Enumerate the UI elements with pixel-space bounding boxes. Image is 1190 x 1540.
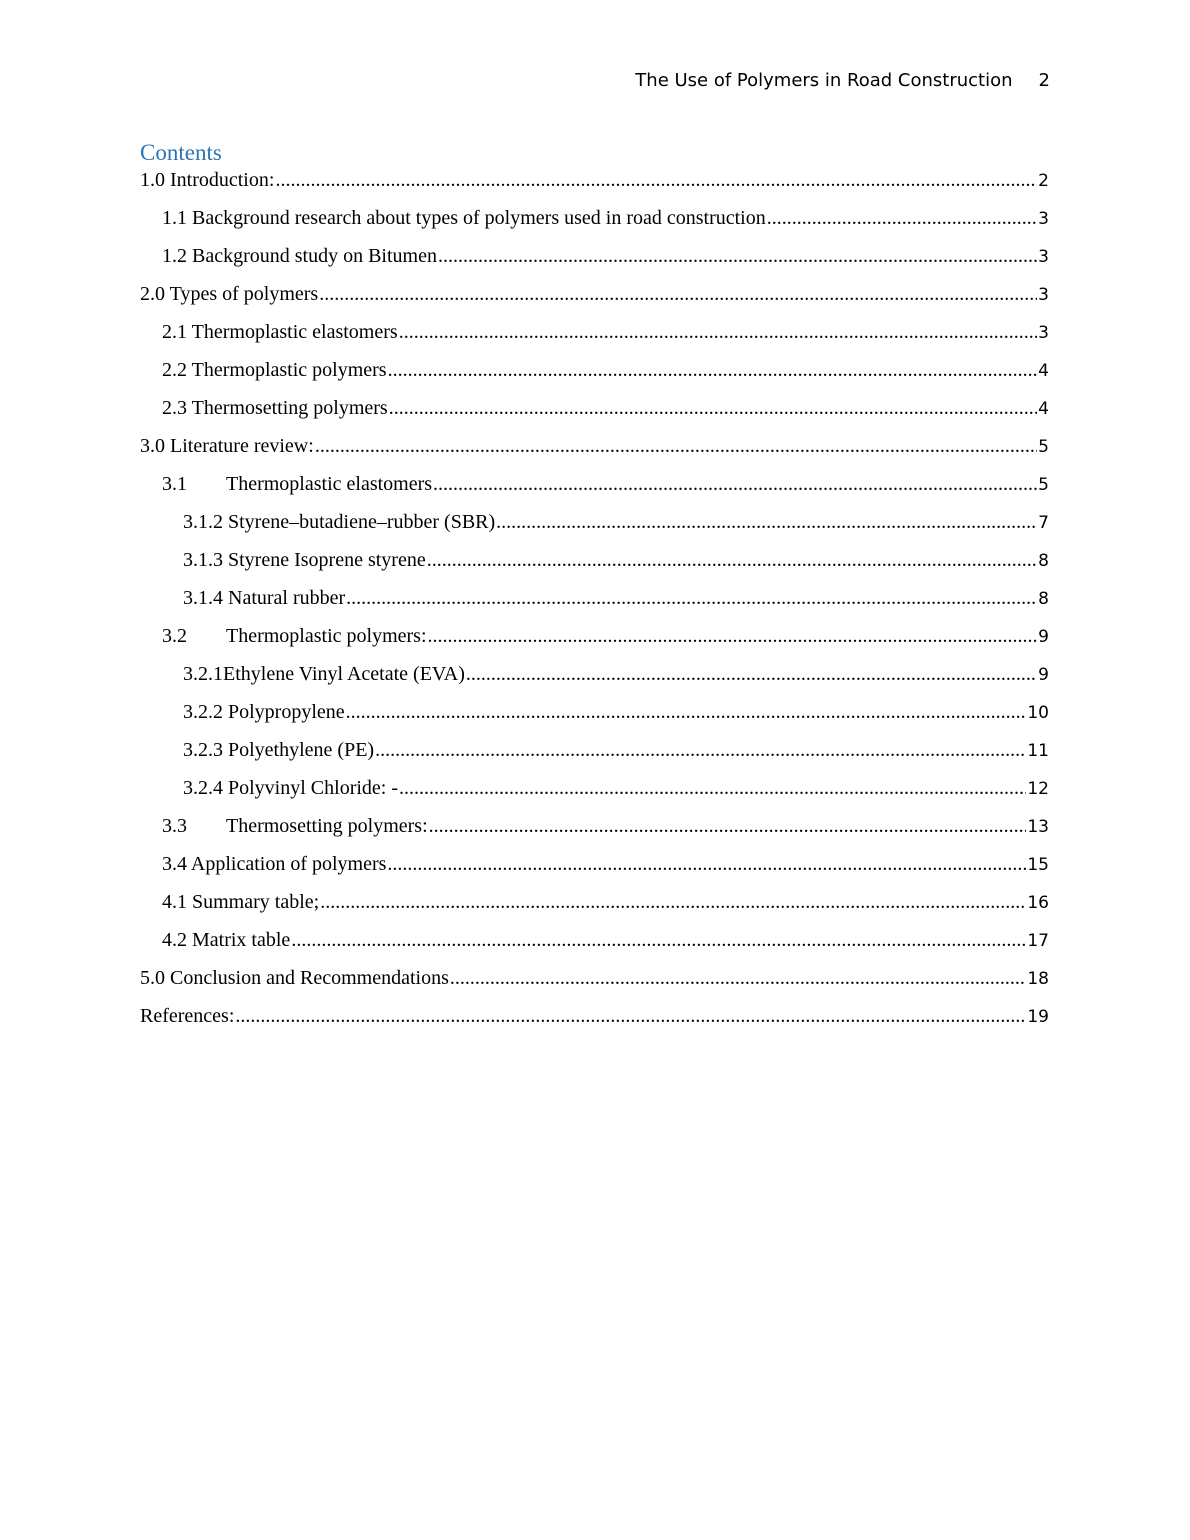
header-page-number: 2 [1038, 70, 1050, 91]
toc-entry[interactable] [140, 207, 1049, 245]
toc-entry-text [162, 853, 386, 876]
toc-entry-text [162, 625, 427, 648]
toc-entry-page: 5 [1038, 437, 1049, 457]
toc-entry-page: 2 [1038, 171, 1049, 191]
toc-entry-text [183, 701, 345, 724]
toc-entry-text [183, 663, 465, 686]
toc-entry-text [183, 511, 495, 534]
toc-entry-label: 3.2.4 Polyvinyl Chloride: - [183, 777, 398, 799]
toc-entry[interactable] [140, 739, 1049, 777]
toc-dot-leader [346, 701, 1027, 724]
toc-entry-page: 7 [1038, 513, 1049, 533]
toc-entry[interactable] [140, 663, 1049, 701]
toc-dot-leader [315, 435, 1037, 458]
toc-entry-page: 18 [1027, 969, 1049, 989]
toc-dot-leader [235, 1005, 1026, 1028]
toc-entry-label: 1.1 Background research about types of polymers used in road construction [162, 207, 766, 229]
toc-entry-number: 3.3 [162, 815, 187, 837]
toc-dot-leader [767, 207, 1037, 230]
toc-entry[interactable] [140, 549, 1049, 587]
toc-dot-leader [433, 473, 1037, 496]
toc-entry-text [183, 777, 398, 800]
toc-dot-leader [387, 853, 1026, 876]
toc-entry-page: 4 [1038, 361, 1049, 381]
toc-entry[interactable] [140, 1005, 1049, 1043]
toc-entry-label: 2.1 Thermoplastic elastomers [162, 321, 398, 343]
toc-dot-leader [466, 663, 1037, 686]
toc-entry-label: 3.1.4 Natural rubber [183, 587, 346, 609]
toc-entry-page: 10 [1027, 703, 1049, 723]
page-header [635, 70, 1050, 91]
toc-entry-text [162, 245, 437, 268]
toc-dot-leader [429, 815, 1027, 838]
toc-entry[interactable] [140, 891, 1049, 929]
toc-entry-label: 2.3 Thermosetting polymers [162, 397, 388, 419]
toc-entry-label: 3.2.2 Polypropylene [183, 701, 345, 723]
toc-dot-leader [320, 891, 1026, 914]
toc-dot-leader [399, 321, 1037, 344]
toc-entry-text [162, 359, 387, 382]
contents-heading: Contents [140, 140, 222, 165]
toc-entry-label: 2.0 Types of polymers [140, 283, 319, 305]
toc-entry-label: 3.4 Application of polymers [162, 853, 387, 875]
toc-entry-page: 5 [1038, 475, 1049, 495]
toc-entry-page: 9 [1038, 627, 1049, 647]
toc-entry[interactable] [140, 473, 1049, 511]
toc-entry-label: 3.1.2 Styrene–butadiene–rubber (SBR) [183, 511, 496, 533]
toc-entry-text [183, 739, 374, 762]
toc-entry-text [183, 549, 426, 572]
toc-entry-text [162, 891, 319, 914]
toc-entry[interactable] [140, 245, 1049, 283]
toc-entry-page: 13 [1027, 817, 1049, 837]
header-title: The Use of Polymers in Road Construction [635, 70, 1013, 91]
toc-entry[interactable] [140, 321, 1049, 359]
toc-entry-page: 3 [1038, 285, 1049, 305]
toc-entry-text [140, 169, 274, 192]
toc-dot-leader [389, 397, 1037, 420]
toc-entry[interactable] [140, 815, 1049, 853]
toc-entry-text [162, 397, 388, 420]
toc-entry-page: 9 [1038, 665, 1049, 685]
toc-dot-leader [275, 169, 1037, 192]
toc-entry-page: 12 [1027, 779, 1049, 799]
toc-entry-label: 3.1.3 Styrene Isoprene styrene [183, 549, 426, 571]
toc-dot-leader [399, 777, 1026, 800]
toc-entry-text [140, 967, 449, 990]
toc-entry-number: 3.2 [162, 625, 187, 647]
toc-entry[interactable] [140, 701, 1049, 739]
toc-entry[interactable] [140, 587, 1049, 625]
toc-entry[interactable] [140, 359, 1049, 397]
toc-dot-leader [438, 245, 1037, 268]
toc-entry[interactable] [140, 283, 1049, 321]
toc-entry-page: 11 [1027, 741, 1049, 761]
toc-entry[interactable] [140, 397, 1049, 435]
toc-entry-label: 2.2 Thermoplastic polymers [162, 359, 387, 381]
toc-entry[interactable] [140, 169, 1049, 207]
toc-entry-label: 3.2.3 Polyethylene (PE) [183, 739, 375, 761]
toc-entry-label: 5.0 Conclusion and Recommendations [140, 967, 449, 989]
toc-dot-leader [388, 359, 1038, 382]
toc-dot-leader [346, 587, 1037, 610]
toc-entry-number: 3.1 [162, 473, 187, 495]
toc-entry-text [183, 587, 345, 610]
toc-dot-leader [496, 511, 1037, 534]
toc-entry-page: 8 [1038, 589, 1049, 609]
toc-dot-leader [319, 283, 1037, 306]
toc-entry-label: Thermosetting polymers: [226, 815, 428, 837]
toc-entry-label: References: [140, 1005, 235, 1027]
toc-dot-leader [427, 549, 1037, 572]
toc-entry[interactable] [140, 511, 1049, 549]
toc-entry[interactable] [140, 853, 1049, 891]
toc-entry-page: 16 [1027, 893, 1049, 913]
toc-entry-text [162, 473, 432, 496]
toc-entry[interactable] [140, 625, 1049, 663]
toc-entry[interactable] [140, 929, 1049, 967]
toc-dot-leader [450, 967, 1027, 990]
toc-entry-page: 15 [1027, 855, 1049, 875]
toc-entry[interactable] [140, 777, 1049, 815]
toc-entry-page: 17 [1027, 931, 1049, 951]
toc-dot-leader [291, 929, 1026, 952]
toc-entry-label: 4.1 Summary table; [162, 891, 320, 913]
table-of-contents [140, 169, 1049, 1043]
toc-entry-text [162, 929, 290, 952]
toc-entry-text [162, 815, 428, 838]
toc-entry-text [162, 207, 766, 230]
toc-entry-label: 3.2.1Ethylene Vinyl Acetate (EVA) [183, 663, 465, 685]
toc-entry-page: 3 [1038, 209, 1049, 229]
toc-entry-page: 8 [1038, 551, 1049, 571]
toc-entry-text [140, 1005, 234, 1028]
toc-entry-label: 1.2 Background study on Bitumen [162, 245, 437, 267]
toc-entry-label: 4.2 Matrix table [162, 929, 291, 951]
toc-entry-page: 3 [1038, 247, 1049, 267]
toc-entry[interactable] [140, 435, 1049, 473]
toc-entry-text [140, 435, 314, 458]
toc-entry-page: 4 [1038, 399, 1049, 419]
toc-entry-text [162, 321, 398, 344]
toc-dot-leader [428, 625, 1038, 648]
toc-entry-label: 3.0 Literature review: [140, 435, 314, 457]
toc-dot-leader [375, 739, 1026, 762]
toc-entry-text [140, 283, 318, 306]
toc-entry-page: 19 [1027, 1007, 1049, 1027]
toc-entry-page: 3 [1038, 323, 1049, 343]
toc-entry[interactable] [140, 967, 1049, 1005]
toc-entry-label: Thermoplastic elastomers [226, 473, 433, 495]
toc-entry-label: Thermoplastic polymers: [226, 625, 427, 647]
toc-entry-label: 1.0 Introduction: [140, 169, 275, 191]
